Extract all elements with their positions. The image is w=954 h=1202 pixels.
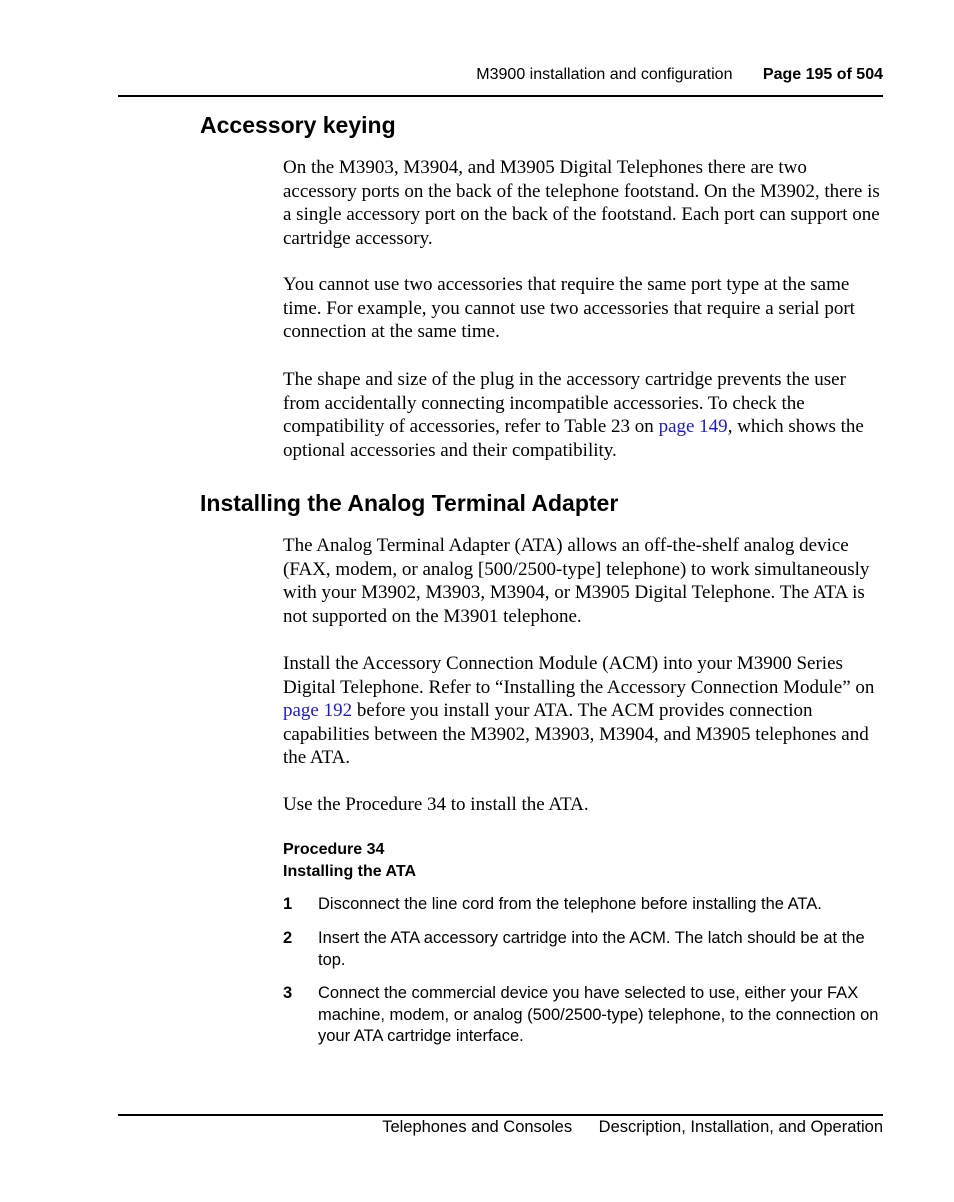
step-number: 2 [283,929,293,947]
document-title: M3900 installation and configuration [476,66,733,83]
footer-doc-type: Description, Installation, and Operation [598,1118,883,1136]
step-number: 1 [283,895,293,913]
step-text: Disconnect the line cord from the telephone before installing the ATA. [318,895,822,913]
footer-rule [118,1114,883,1116]
ata-paragraph-2 [283,652,883,770]
procedure-step [283,983,883,1048]
ata-paragraph-3: Use the Procedure 34 to install the ATA. [283,794,589,815]
header-rule [118,95,883,97]
accessory-p3-text-2: , which shows the optional accessories and their compatibility. [283,416,864,461]
page-192-link[interactable]: page 192 [283,700,353,721]
step-text: Connect the commercial device you have selected to use, either your FAX machine, modem, or analog (500/2500-type) telephone, to the connection on your ATA cartridge interface. [318,984,879,1045]
heading-accessory-keying: Accessory keying [200,112,396,138]
accessory-paragraph-3 [283,368,883,462]
page-number: Page 195 of 504 [762,66,883,83]
procedure-title: Installing the ATA [283,863,417,880]
step-number: 3 [283,984,293,1002]
heading-installing-ata: Installing the Analog Terminal Adapter [200,490,619,516]
procedure-step [283,928,883,971]
step-text: Insert the ATA accessory cartridge into the ACM. The latch should be at the top. [318,929,865,969]
page-149-link[interactable]: page 149 [658,416,728,437]
accessory-paragraph-2: You cannot use two accessories that require the same port type at the same time. For example, you cannot use two accessories that require a serial port connection at the same time. [283,274,855,342]
ata-p2-text-1: Install the Accessory Connection Module (ACM) into your M3900 Series Digital Telephone. Refer to “Installing the Accessory Connection Module” on [283,653,875,698]
accessory-paragraph-1: On the M3903, M3904, and M3905 Digital Telephones there are two accessory ports on the back of the telephone footstand. On the M3902, there is a single accessory port on the back of the footstand. Each port can support one cartridge accessory. [283,157,880,249]
procedure-number: Procedure 34 [283,841,385,858]
footer-product: Telephones and Consoles [382,1118,573,1136]
procedure-step [283,894,883,916]
ata-paragraph-1: The Analog Terminal Adapter (ATA) allows an off-the-shelf analog device (FAX, modem, or analog [500/2500-type] telephone) to work simultaneously with your M3902, M3903, M3904, or M3905 Digital Telephone. The ATA is not supported on the M3901 telephone. [283,535,870,627]
page-header [476,66,883,84]
accessory-p3-text-1: The shape and size of the plug in the accessory cartridge prevents the user from accidentally connecting incompatible accessories. To check the compatibility of accessories, refer to Table 23 on [283,369,846,437]
page-footer [382,1118,883,1137]
ata-p2-text-2: before you install your ATA. The ACM provides connection capabilities between the M3902, M3903, M3904, and M3905 telephones and the ATA. [283,700,869,768]
